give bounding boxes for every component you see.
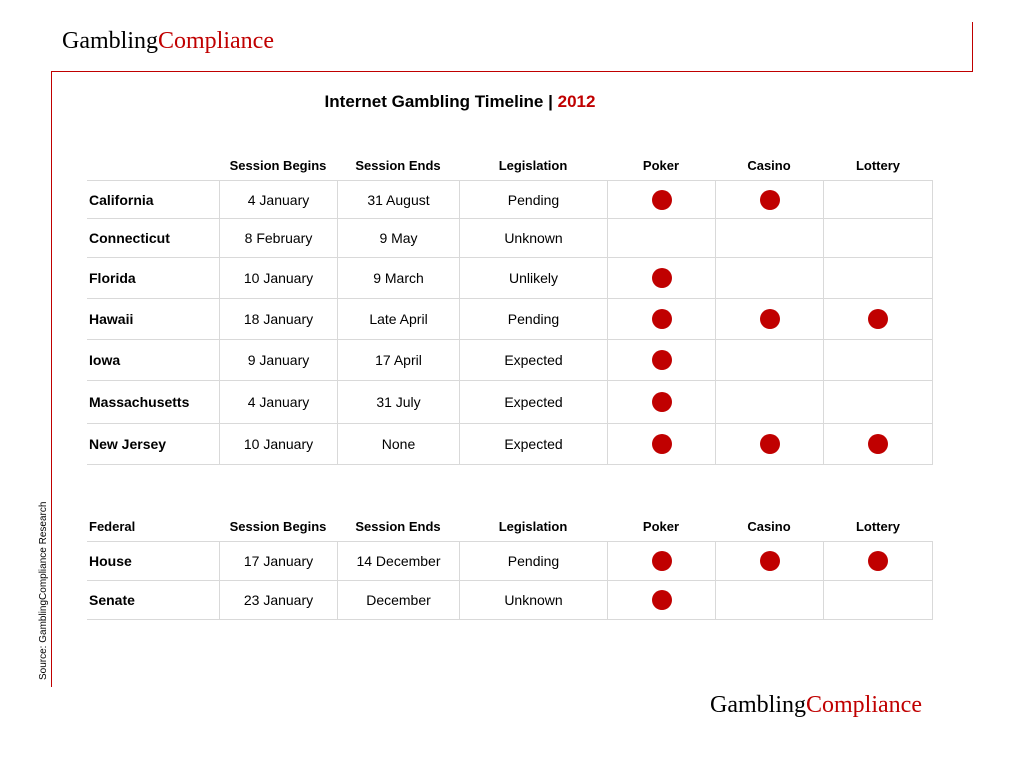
casino-indicator-dot bbox=[760, 190, 780, 210]
table-row bbox=[87, 424, 933, 465]
cell-legislation: Expected bbox=[459, 381, 607, 423]
table-row bbox=[87, 340, 933, 381]
cell-legislation: Expected bbox=[459, 340, 607, 380]
cell-lottery bbox=[823, 258, 933, 298]
poker-indicator-dot bbox=[652, 590, 672, 610]
poker-indicator-dot bbox=[652, 350, 672, 370]
cell-lottery bbox=[823, 181, 933, 218]
cell-legislation: Pending bbox=[459, 299, 607, 339]
cell-casino bbox=[715, 258, 823, 298]
row-label: Hawaii bbox=[89, 311, 134, 327]
cell-poker bbox=[607, 581, 715, 619]
cell-poker bbox=[607, 258, 715, 298]
row-label: House bbox=[89, 553, 132, 569]
cell-casino bbox=[715, 299, 823, 339]
cell-legislation: Unknown bbox=[459, 219, 607, 257]
header-legislation: Legislation bbox=[498, 518, 568, 534]
cell-lottery bbox=[823, 340, 933, 380]
cell-session-begins: 23 January bbox=[219, 581, 337, 619]
cell-session-ends: 9 May bbox=[337, 219, 459, 257]
cell-session-ends: None bbox=[337, 424, 459, 464]
table-row bbox=[87, 181, 933, 219]
poker-indicator-dot bbox=[652, 309, 672, 329]
brand-logo-part1: Gambling bbox=[710, 692, 806, 718]
cell-casino bbox=[715, 424, 823, 464]
cell-casino bbox=[715, 219, 823, 257]
header-lottery: Lottery bbox=[855, 157, 901, 173]
cell-session-ends: 9 March bbox=[337, 258, 459, 298]
cell-casino bbox=[715, 581, 823, 619]
table-header-row bbox=[87, 511, 933, 542]
cell-poker bbox=[607, 381, 715, 423]
cell-casino bbox=[715, 340, 823, 380]
header-lottery: Lottery bbox=[855, 518, 901, 534]
cell-session-begins: 17 January bbox=[219, 542, 337, 580]
frame-left-rule bbox=[51, 71, 52, 687]
header-name bbox=[87, 150, 219, 180]
header-session-ends: Session Ends bbox=[355, 518, 441, 534]
cell-legislation: Unlikely bbox=[459, 258, 607, 298]
cell-legislation: Expected bbox=[459, 424, 607, 464]
table-row bbox=[87, 542, 933, 581]
row-label: Senate bbox=[89, 592, 135, 608]
header-casino: Casino bbox=[747, 157, 791, 173]
cell-lottery bbox=[823, 299, 933, 339]
cell-poker bbox=[607, 340, 715, 380]
row-label: Massachusetts bbox=[89, 394, 190, 410]
state-table bbox=[87, 150, 933, 465]
cell-lottery bbox=[823, 219, 933, 257]
cell-lottery bbox=[823, 381, 933, 423]
cell-poker bbox=[607, 181, 715, 218]
table-row bbox=[87, 299, 933, 340]
poker-indicator-dot bbox=[652, 392, 672, 412]
table-header-row bbox=[87, 150, 933, 181]
table-row bbox=[87, 258, 933, 299]
cell-casino bbox=[715, 381, 823, 423]
cell-session-ends: Late April bbox=[337, 299, 459, 339]
header-legislation: Legislation bbox=[498, 157, 568, 173]
frame-top-rule bbox=[52, 71, 973, 72]
cell-lottery bbox=[823, 424, 933, 464]
header-session-begins: Session Begins bbox=[229, 518, 327, 534]
table-row bbox=[87, 219, 933, 258]
cell-session-ends: 31 July bbox=[337, 381, 459, 423]
header-session-begins: Session Begins bbox=[229, 157, 327, 173]
cell-session-ends: 14 December bbox=[337, 542, 459, 580]
cell-casino bbox=[715, 542, 823, 580]
cell-session-ends: December bbox=[337, 581, 459, 619]
casino-indicator-dot bbox=[760, 551, 780, 571]
cell-legislation: Pending bbox=[459, 542, 607, 580]
cell-session-begins: 4 January bbox=[219, 381, 337, 423]
brand-logo-bottom bbox=[710, 692, 922, 719]
cell-legislation: Pending bbox=[459, 181, 607, 218]
page-title-text: Internet Gambling Timeline | bbox=[324, 92, 553, 111]
cell-session-ends: 17 April bbox=[337, 340, 459, 380]
cell-poker bbox=[607, 219, 715, 257]
header-poker: Poker bbox=[642, 518, 680, 534]
federal-table bbox=[87, 511, 933, 620]
source-note: Source: GamblingCompliance Research bbox=[38, 501, 49, 680]
cell-poker bbox=[607, 542, 715, 580]
page-title-year: 2012 bbox=[557, 92, 596, 111]
table-row bbox=[87, 381, 933, 424]
cell-session-begins: 10 January bbox=[219, 258, 337, 298]
cell-poker bbox=[607, 299, 715, 339]
page-title bbox=[0, 92, 920, 112]
poker-indicator-dot bbox=[652, 434, 672, 454]
poker-indicator-dot bbox=[652, 551, 672, 571]
header-casino: Casino bbox=[747, 518, 791, 534]
lottery-indicator-dot bbox=[868, 309, 888, 329]
row-label: Florida bbox=[89, 270, 136, 286]
poker-indicator-dot bbox=[652, 190, 672, 210]
lottery-indicator-dot bbox=[868, 434, 888, 454]
cell-poker bbox=[607, 424, 715, 464]
cell-lottery bbox=[823, 542, 933, 580]
header-poker: Poker bbox=[642, 157, 680, 173]
cell-session-begins: 9 January bbox=[219, 340, 337, 380]
casino-indicator-dot bbox=[760, 309, 780, 329]
cell-casino bbox=[715, 181, 823, 218]
row-label: Iowa bbox=[89, 352, 121, 368]
cell-session-begins: 10 January bbox=[219, 424, 337, 464]
row-label: New Jersey bbox=[89, 436, 167, 452]
frame-right-rule bbox=[972, 22, 973, 72]
cell-session-ends: 31 August bbox=[337, 181, 459, 218]
cell-lottery bbox=[823, 581, 933, 619]
table-row bbox=[87, 581, 933, 620]
brand-logo-part2: Compliance bbox=[806, 692, 922, 718]
cell-legislation: Unknown bbox=[459, 581, 607, 619]
row-label: California bbox=[89, 191, 154, 208]
brand-logo-part1: Gambling bbox=[62, 28, 158, 54]
casino-indicator-dot bbox=[760, 434, 780, 454]
row-label: Connecticut bbox=[89, 230, 170, 246]
brand-logo-part2: Compliance bbox=[158, 28, 274, 54]
lottery-indicator-dot bbox=[868, 551, 888, 571]
poker-indicator-dot bbox=[652, 268, 672, 288]
header-session-ends: Session Ends bbox=[355, 157, 441, 173]
cell-session-begins: 18 January bbox=[219, 299, 337, 339]
brand-logo-top bbox=[62, 28, 274, 55]
header-name: Federal bbox=[89, 518, 136, 534]
cell-session-begins: 8 February bbox=[219, 219, 337, 257]
cell-session-begins: 4 January bbox=[219, 181, 337, 218]
